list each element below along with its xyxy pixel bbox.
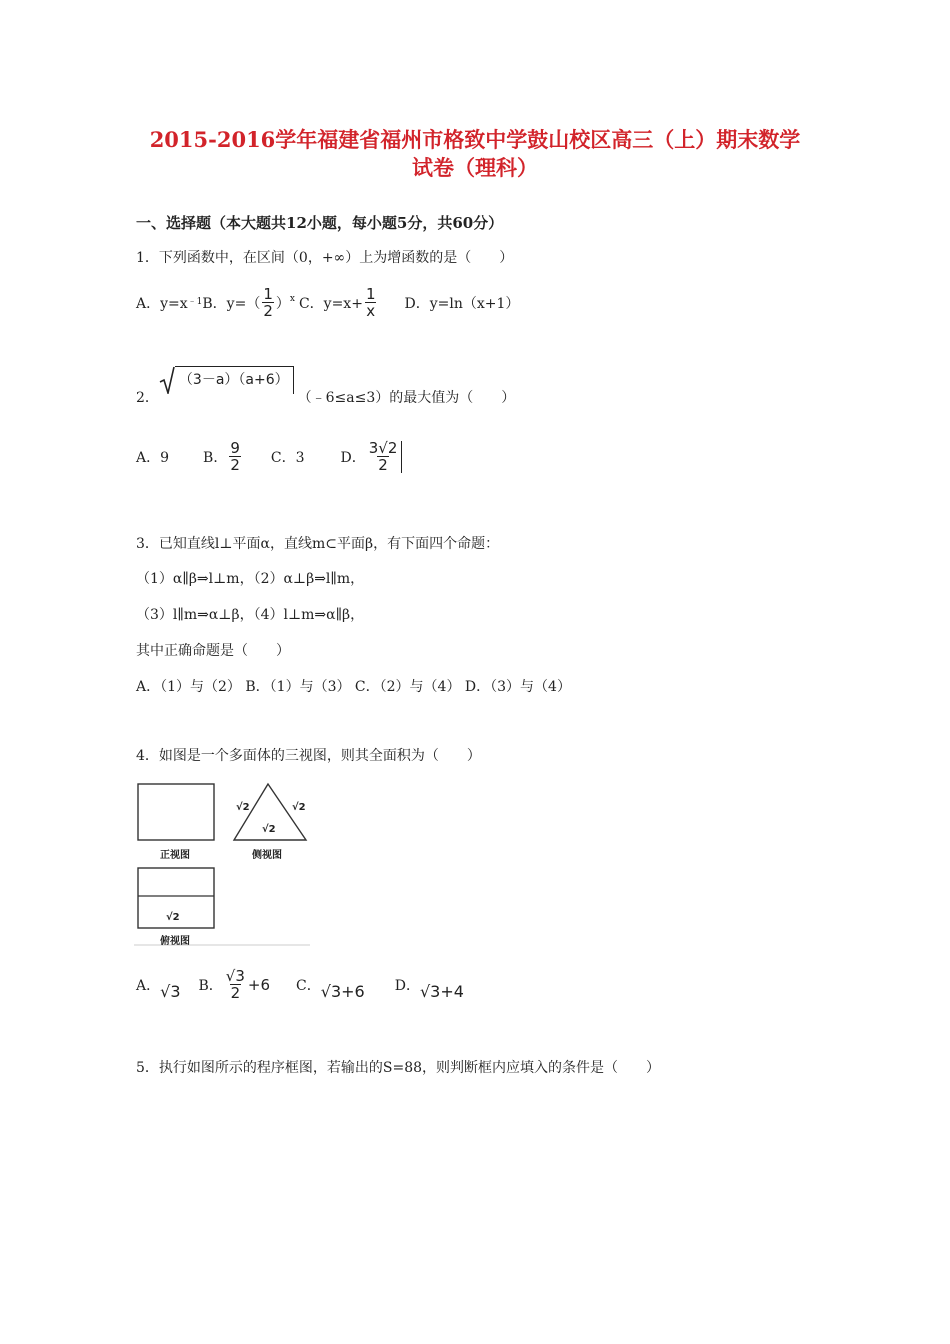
q1-option-c-prefix: C．y=x+ <box>298 296 363 312</box>
top-view-width-label: √2 <box>166 912 180 923</box>
q2-option-b-prefix: B． <box>203 450 228 466</box>
q4-b-numerator: √3 <box>225 967 245 985</box>
q4-option-c-prefix: C． <box>296 978 321 994</box>
q2-options <box>136 434 404 480</box>
q1-option-b-prefix: B．y=（ <box>202 296 261 312</box>
side-right-edge-label: √2 <box>292 802 306 813</box>
q1-option-a: A．y=x <box>136 296 188 312</box>
q3-options: A．（1）与（2） B．（1）与（3） C．（2）与（4） D．（3）与（4） <box>136 679 571 695</box>
front-view-label: 正视图 <box>160 850 190 861</box>
q4-option-b-suffix: +6 <box>247 976 271 994</box>
q2-d-numerator: 3√2 <box>368 439 398 457</box>
q1-option-a-exponent: ﹣1 <box>187 297 203 307</box>
q3-propositions-1-2: （1）α∥β⇒l⊥m，（2）α⊥β⇒l∥m， <box>136 571 365 587</box>
radical-sign-icon <box>159 366 175 394</box>
q4-options <box>136 962 464 1008</box>
q2-option-a: A．9 <box>136 450 170 466</box>
q4-option-a-value: √3 <box>160 981 181 1001</box>
three-view-drawing <box>134 780 310 948</box>
q2-d-denominator: 2 <box>378 456 388 474</box>
q2-option-c: C．3 <box>270 450 305 466</box>
q3-question: 其中正确命题是（ ） <box>136 643 290 659</box>
side-view-label: 侧视图 <box>252 850 282 861</box>
doc-title-line2: 试卷（理科） <box>412 155 538 180</box>
q1-option-b-suffix: ） <box>275 296 290 312</box>
q2-radicand: （3－a）（a+6） <box>175 366 294 394</box>
q2-option-d-prefix: D． <box>340 450 366 466</box>
side-base-label: √2 <box>262 824 276 835</box>
q1-option-b-exponent: x <box>289 294 295 304</box>
q2-option-b-fraction <box>229 441 241 473</box>
q1-c-denominator: x <box>366 302 376 320</box>
front-view-rect <box>138 784 214 840</box>
q2-tail: （﹣6≤a≤3）的最大值为（ ） <box>297 390 516 406</box>
q2-option-d-fraction <box>368 441 403 473</box>
q1-option-c-fraction <box>365 287 377 319</box>
q4-option-b-prefix: B． <box>198 978 223 994</box>
q4-stem: 4．如图是一个多面体的三视图，则其全面积为（ ） <box>136 748 481 764</box>
q3-stem: 3．已知直线l⊥平面α，直线m⊂平面β，有下面四个命题： <box>136 536 500 552</box>
q4-b-denominator: 2 <box>230 984 241 1002</box>
q2-number: 2． <box>136 390 159 406</box>
q4-option-a-prefix: A． <box>136 978 161 994</box>
q1-b-numerator: 1 <box>263 285 273 303</box>
q2-sqrt-expression <box>159 366 294 394</box>
top-view-label: 俯视图 <box>160 936 190 947</box>
doc-title-line1: 2015-2016学年福建省福州市格致中学鼓山校区高三（上）期末数学 <box>149 127 801 152</box>
q4-option-c-value: √3+6 <box>320 981 365 1001</box>
q1-option-d: D．y=ln（x+1） <box>404 296 520 312</box>
q2-stem <box>136 370 515 410</box>
q2-b-denominator: 2 <box>230 456 240 474</box>
q4-option-b-fraction <box>225 969 246 1001</box>
q1-option-b-fraction <box>262 287 274 319</box>
q1-stem: 1．下列函数中，在区间（0，+∞）上为增函数的是（ ） <box>136 250 514 266</box>
q3-propositions-3-4: （3）l∥m⇒α⊥β，（4）l⊥m⇒α∥β， <box>136 607 365 623</box>
q2-b-numerator: 9 <box>230 439 240 457</box>
section-heading: 一、选择题（本大题共12小题，每小题5分，共60分） <box>136 214 504 232</box>
q5-stem: 5．执行如图所示的程序框图，若输出的S=88，则判断框内应填入的条件是（ ） <box>136 1060 661 1076</box>
side-left-edge-label: √2 <box>236 802 250 813</box>
q1-c-numerator: 1 <box>365 285 376 303</box>
q4-option-d-value: √3+4 <box>419 981 464 1001</box>
q1-b-denominator: 2 <box>263 302 273 320</box>
three-view-figure <box>134 780 310 948</box>
q4-option-d-prefix: D． <box>394 978 420 994</box>
q1-options <box>136 282 519 324</box>
